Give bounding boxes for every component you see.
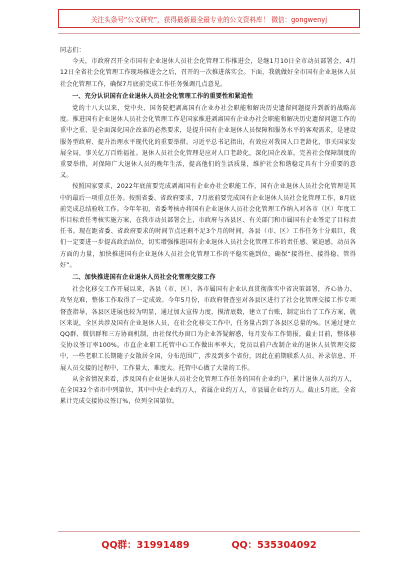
salutation: 同志们： — [60, 47, 85, 54]
section-heading: 一、充分认识国有企业退休人员社会化管理工作的重要性和紧迫性 — [72, 92, 254, 100]
body-paragraph: 今天，市政府召开全市国有企业退休人员社会化管理工作推进会，是继1月10日全市动员部署会、4月12日全省社会化管理工作现场推进会之后，召开的一次推进落实会。下面，我就做好全市国有企业退休人员社会化管理工作，确保7月底前完成工作任务强调几点意见。 — [60, 58, 356, 88]
header-banner: 关注头条号“公文研究”，获得最新最全最专业的公文资料库！ 微信：gongwenyj — [58, 9, 360, 28]
footer-qq-contact: QQ：535304092 — [231, 540, 317, 551]
footer-divider — [58, 531, 360, 532]
body-paragraph: 社会化移交工作开展以来，各县（市、区）、各市属国有企业认真贯彻落实中省决策部署，齐心协力、攻坚克难，整体工作取得了一定成效。今年5月份，市政府督查室对各县区进行了社会化管理交接工作专项督查指导，各县区进展也较为明显，通过加大宣传力度，摸清底数，建立了台账，制定出台了工作方案，就区来说，全区共涉及国有企业退休人员，在社会化移交工作中，任务量占到了各县区总量的%。区通过建立QQ群、微信群和三方协商机制，由社保代办窗口为企业答疑解惑，每月发布工作简报，截止目前，整体移交协议签订率100%。市直企业职工托管中心工作做出率率大，党员以前户改制企业的退休人员管理交接中，一些老职工长期随子女散居全国，分布范围广，涉及到多个省份，因此在前期联系人员、补录信息、开展人员交接的过程中，工作量大，难度大。托管中心做了大量的工作。 — [60, 286, 356, 372]
header-divider — [58, 33, 360, 34]
body-paragraph: 党的十八大以来，党中央、国务院把剥离国有企业办社会职能和解决历史遗留问题提升到新的战略高度。推进国有企业退休人员社会化管理工作是国家推进剥离国有企业办社会职能和解决历史遗留问题工作的重中之重，是全面深化国企改革的必然要求，是提升国有企业退休人员保障和服务水平的客观需求，是建设服务型政府、提升治理水平现代化的重要举措。习近平总书记指出，有效应对我国人口老龄化，事关国家发展全局，事关亿万百姓福祉。退休人员社会化管理是应对人口老龄化，深化国企改革，完善社会保障制度的重要举措，对保障广大退休人员的晚年生活，提高他们的生活质量，维护社会和谐稳定具有十分重要的意义。 — [60, 105, 356, 180]
footer — [58, 537, 360, 551]
body-paragraph: 按照国家要求，2022年底前要完成剥离国有企业办社会职能工作，国有企业退休人员社会化管理是其中的最后一项重点任务。按照省委、省政府要求，7月底前要完成国有企业退休人员社会化管理工作，8月底前完成总结验收工作。今年年初，省委考核办将国有企业退休人员社会化管理工作纳入对各市（区）年度工作目标责任考核实施方案，在我市动员部署会上，市政府与各县区、有关部门和市属国有企业签定了目标责任书。现在距省委、省政府要求的时间节点还剩不足3个月的时间，各县（市、区）工作任务十分艰巨，我们一定要进一步提高政治站位，切实增强推进国有企业退休人员社会化管理工作的责任感、紧迫感，动员各方面的力量，加快推进国有企业退休人员社会化管理工作的平稳实施到位，确保“接得住、接得稳、管得好”。 — [60, 183, 356, 269]
document-body — [60, 45, 356, 520]
body-paragraph: 从全省情况来看，涉及国有企业退休人员社会化管理工作任务的国有企业约户，累计退休人员约万人，在全国32个省市中列第位，其中中央企业约万人，省属企业约万人，市县属企业约万人。截止5月底，全省累计完成交接协议签订%，位列全国第位。 — [60, 375, 356, 406]
footer-qq-group: QQ群：31991489 — [101, 540, 190, 551]
section-heading: 二、加快推进国有企业退休人员社会化管理交接工作 — [72, 274, 216, 282]
